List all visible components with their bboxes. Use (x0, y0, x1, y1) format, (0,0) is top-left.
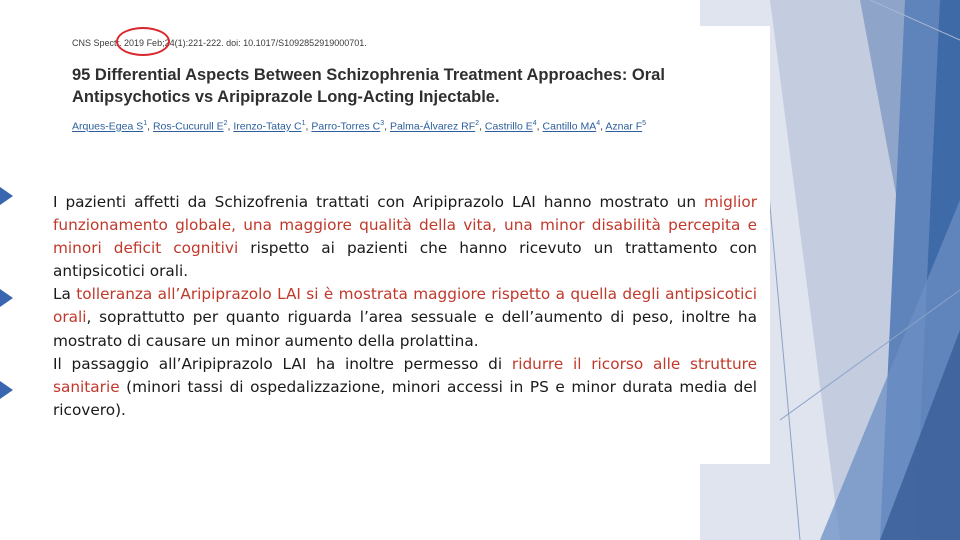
author-link[interactable]: Ros-Cucurull E (152, 120, 224, 133)
author-affiliation: 2 (223, 120, 228, 127)
author-link[interactable]: Aznar F (605, 120, 643, 133)
author-separator: , (479, 120, 485, 133)
summary-text (53, 191, 757, 422)
author-link[interactable]: Arques-Egea S (72, 120, 144, 133)
paragraph-text: (minori tassi di ospedalizzazione, minori accessi in PS e minor durata media del ricovero). (53, 377, 757, 419)
year-circle-annotation (116, 27, 170, 56)
paragraph-text: rispetto ai pazienti che hanno ricevuto un trattamento con antipsicotici orali. (53, 239, 758, 281)
citation-journal: CNS Spectr. (72, 38, 125, 48)
author-affiliation: 4 (596, 120, 601, 127)
author-affiliation: 1 (143, 120, 148, 127)
paper-title: 95 Differential Aspects Between Schizophrenia Treatment Approaches: Oral Antipsychotics vs Aripiprazole Long-Acting Injectable. (72, 66, 665, 106)
author-affiliation: 1 (301, 120, 306, 127)
author-separator: , (536, 120, 543, 133)
paragraph-text: , soprattutto per quanto riguarda l’area sessuale e dell’aumento di peso, inoltre ha mostrato di causare un minor aumento della prolattina. (53, 308, 757, 350)
summary-paragraph (53, 191, 757, 283)
author-link[interactable]: Castrillo E (484, 120, 533, 133)
author-link[interactable]: Cantillo MA (542, 120, 597, 133)
summary-paragraph (53, 353, 757, 422)
author-link[interactable]: Palma-Álvarez RF (389, 120, 476, 133)
author-affiliation: 4 (532, 120, 537, 127)
author-separator: , (227, 120, 234, 133)
arrow-head (0, 381, 13, 399)
author-link[interactable]: Parro-Torres C (311, 120, 381, 133)
arrow-head (0, 187, 13, 205)
paragraph-text: La (53, 285, 77, 304)
author-link[interactable]: Irenzo-Tatay C (233, 120, 302, 133)
author-separator: , (305, 120, 312, 133)
author-separator: , (600, 120, 606, 133)
play-arrow-icon (0, 0, 16, 540)
author-affiliation: 5 (642, 120, 647, 127)
highlighted-text: tolleranza all’Aripiprazolo LAI si è mostrata maggiore rispetto a quella degli antipsicotici orali (53, 285, 758, 327)
author-affiliation: 3 (380, 120, 385, 127)
citation-year: 2019 (124, 38, 145, 48)
author-affiliation: 2 (475, 120, 480, 127)
author-separator: , (147, 120, 153, 133)
paragraph-text: Il passaggio all’Aripiprazolo LAI ha inoltre permesso di (53, 354, 512, 373)
author-list (72, 120, 646, 133)
arrow-head (0, 289, 13, 307)
highlighted-text: ridurre il ricorso alle strutture sanitarie (53, 354, 757, 396)
author-separator: , (384, 120, 390, 133)
highlighted-text: miglior funzionamento globale, una maggiore qualità della vita, una minor disabilità percepita e minori deficit cognitivi (53, 193, 757, 258)
paragraph-text: I pazienti affetti da Schizofrenia trattati con Aripiprazolo LAI hanno mostrato un (53, 193, 704, 211)
citation-details: Feb;24(1):221-222. doi: 10.1017/S1092852919000701. (144, 38, 367, 48)
summary-paragraph (53, 283, 757, 352)
